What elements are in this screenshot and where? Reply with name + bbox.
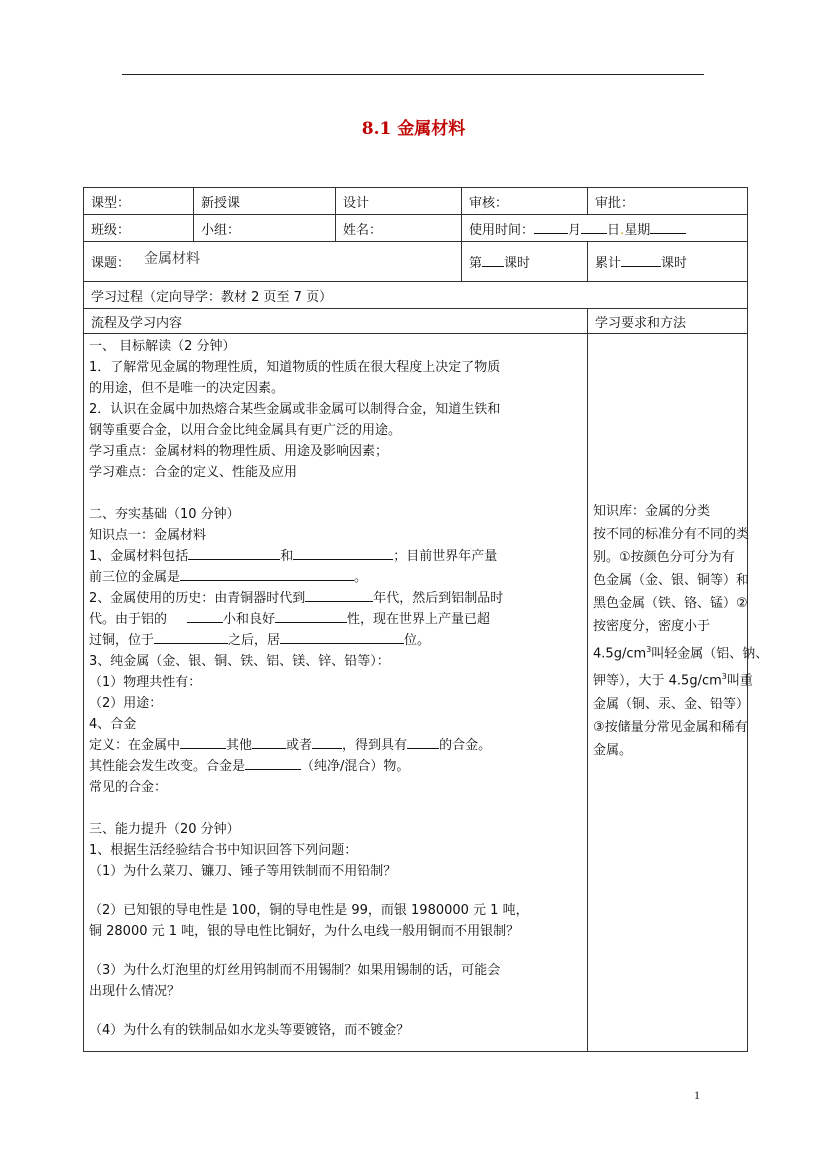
header-row-3 [84, 242, 748, 282]
page-number: 1 [694, 1088, 700, 1102]
period-cell [462, 242, 588, 282]
section-2-title: 二、夯实基础（10 分钟） [89, 507, 240, 522]
question-q2-line-b: 铜 28000 元 1 吨，银的导电性比铜好，为什么电线一般用铜而不用银制？ [89, 924, 520, 939]
section-1-title: 一、 目标解读（2 分钟） [89, 339, 236, 354]
document-title: 8.1 金属材料 [361, 119, 466, 139]
topic-value: 金属材料 [144, 250, 201, 267]
goal-1-line-b: 的用途，但不是唯一的决定因素。 [89, 381, 285, 396]
day-label: 日 [607, 222, 621, 238]
year-blank[interactable] [534, 220, 568, 234]
total-blank[interactable] [621, 253, 661, 267]
content-cell [84, 334, 588, 1052]
column-header-row [84, 309, 748, 334]
sidebar-line: 金属（铜、汞、金、铅等） [593, 696, 750, 712]
alloy-property: 其性能会发生改变。合金是 （纯净/混合）物。 [89, 756, 583, 777]
question-3-a: （1）物理共性有： [89, 675, 202, 690]
sidebar-line: 按不同的标准分有不同的类 [593, 527, 750, 542]
alloy-definition: 定义：在金属中 其他 或者 ，得到具有 的合金。 [89, 735, 583, 756]
question-q1: （1）为什么菜刀、镰刀、锤子等用铁制而不用铅制？ [89, 864, 397, 879]
lesson-type-label: 课型： [84, 188, 194, 215]
question-q4: （4）为什么有的铁制品如水龙头等要镀铬，而不镀金？ [89, 1023, 410, 1038]
answer-blank[interactable] [245, 756, 301, 770]
sidebar-line: 黑色金属（铁、铬、锰）② [593, 596, 748, 611]
answer-blank[interactable] [305, 588, 373, 602]
sidebar-line: 钾等），大于 $4.5g/cm^3$叫重 [593, 672, 753, 689]
header-rule [122, 74, 704, 75]
sidebar-line: 别。①按颜色分可分为有 [593, 550, 735, 565]
month-label: 月 [568, 222, 582, 238]
section-3-intro: 1、根据生活经验结合书中知识回答下列问题： [89, 843, 358, 858]
col-header-method: 学习要求和方法 [588, 309, 748, 334]
answer-blank[interactable] [312, 735, 342, 749]
question-q3-line-b: 出现什么情况？ [89, 984, 181, 999]
section-3-title: 三、能力提升（20 分钟） [89, 822, 240, 837]
answer-blank[interactable] [407, 735, 439, 749]
class-label: 班级： [84, 215, 194, 242]
sidebar-line: ③按储量分常见金属和稀有 [593, 719, 748, 735]
answer-blank[interactable] [275, 609, 347, 623]
period-blank[interactable] [482, 253, 504, 267]
answer-blank[interactable] [180, 735, 226, 749]
question-2-line-b: 代。由于铝的 小和良好 性，现在世界上产量已超 [89, 609, 583, 630]
header-row-2 [84, 215, 748, 242]
approve-label: 审批： [588, 188, 748, 215]
period-prefix: 第 [469, 256, 483, 271]
goal-2-line-b: 钢等重要合金，以用合金比纯金属具有更广泛的用途。 [89, 423, 402, 438]
usage-time-label: 使用时间： [469, 222, 535, 238]
header-row-1 [84, 188, 748, 215]
goal-1-line-a: 1．了解常见金属的物理性质，知道物质的性质在很大程度上决定了物质 [89, 360, 501, 375]
design-label: 设计 [336, 188, 462, 215]
answer-blank[interactable] [252, 735, 286, 749]
answer-blank[interactable] [280, 630, 404, 644]
weekday-label: 星期 [624, 222, 651, 238]
sidebar-line: 色金属（金、银、铜等）和 [593, 573, 750, 588]
topic-cell [84, 242, 462, 282]
difficult-points: 学习难点：合金的定义、性能及应用 [89, 465, 298, 480]
weekday-blank[interactable] [650, 220, 686, 234]
review-label: 审核： [462, 188, 588, 215]
question-q3-line-a: （3）为什么灯泡里的灯丝用钨制而不用锡制？如果用锡制的话，可能会 [89, 963, 501, 978]
month-blank[interactable] [581, 220, 607, 234]
process-title: 学习过程（定向导学：教材 2 页至 7 页） [84, 282, 748, 309]
topic-label: 课题： [91, 255, 131, 271]
question-2-line-a: 2、金属使用的历史：由青铜器时代到 年代，然后到铝制品时 [89, 588, 583, 609]
question-4: 4、合金 [89, 717, 137, 732]
sidebar-line: 金属。 [593, 742, 633, 758]
question-2-line-c: 过铜，位于 之后，居 位。 [89, 630, 583, 651]
knowledge-point-1: 知识点一：金属材料 [89, 528, 207, 543]
answer-blank[interactable] [187, 609, 223, 623]
question-3-b: （2）用途： [89, 696, 163, 711]
answer-blank[interactable] [293, 546, 393, 560]
sidebar-line: 知识库：金属的分类 [593, 504, 711, 519]
answer-blank[interactable] [154, 630, 228, 644]
process-title-row [84, 282, 748, 309]
sidebar-line: $4.5g/cm^3$叫轻金属（铝、钠、 [593, 645, 769, 662]
lesson-plan-table [83, 187, 769, 1052]
question-q2-line-a: （2）已知银的导电性是 100，铜的导电性是 99，而银 1980000 元 1 吨， [89, 903, 529, 918]
sidebar-line: 按密度分，密度小于 [593, 619, 711, 634]
method-cell [588, 334, 769, 1052]
period-suffix: 课时 [504, 256, 531, 271]
common-alloys: 常见的合金： [89, 780, 168, 795]
lesson-type-value: 新授课 [194, 188, 336, 215]
question-1-line-a: 1、金属材料包括 和 ；目前世界年产量 [89, 546, 583, 567]
col-header-content: 流程及学习内容 [84, 309, 588, 334]
name-label: 姓名： [336, 215, 462, 242]
answer-blank[interactable] [188, 546, 280, 560]
answer-blank[interactable] [180, 567, 354, 581]
total-suffix: 课时 [661, 256, 688, 271]
key-points: 学习重点：金属材料的物理性质、用途及影响因素； [89, 444, 389, 459]
total-cell [588, 242, 748, 282]
usage-time-cell: 使用时间： 月 日.星期 [462, 215, 748, 242]
content-row [84, 334, 748, 1052]
question-3: 3、纯金属（金、银、铜、铁、铝、镁、锌、铅等）： [89, 654, 390, 669]
question-1-line-b: 前三位的金属是 。 [89, 567, 583, 588]
total-prefix: 累计 [595, 256, 622, 271]
group-label: 小组： [194, 215, 336, 242]
goal-2-line-a: 2．认识在金属中加热熔合某些金属或非金属可以制得合金，知道生铁和 [89, 402, 501, 417]
